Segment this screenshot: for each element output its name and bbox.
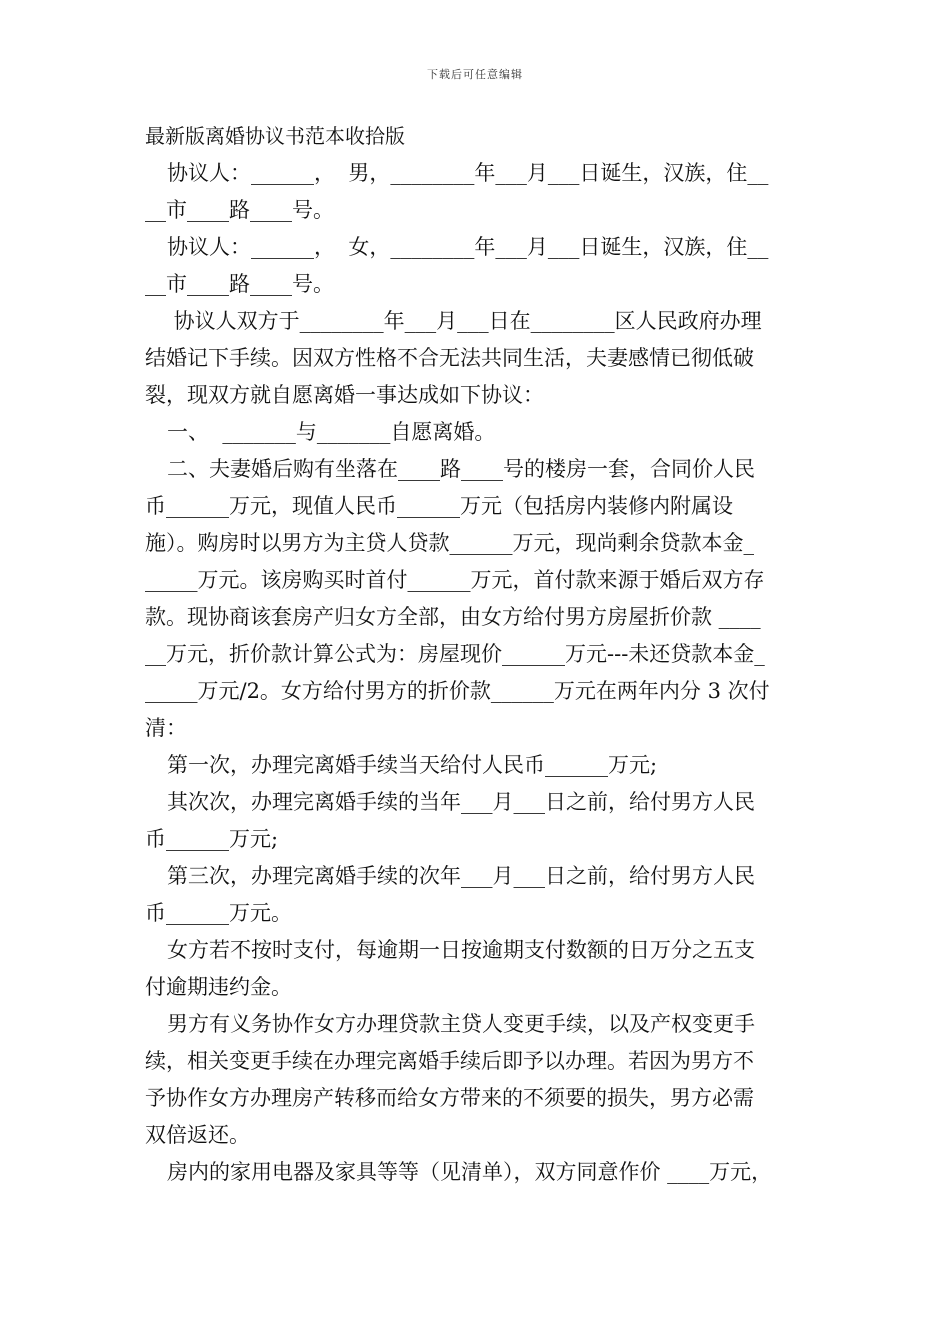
text-line: 币______万元。 bbox=[145, 901, 292, 925]
text-line: 裂，现双方就自愿离婚一事达成如下协议： bbox=[145, 383, 544, 407]
text-line: 协议人：______， 女，________年___月___日诞生，汉族，住__ bbox=[167, 235, 769, 259]
document-body bbox=[145, 118, 825, 1191]
text-line: 施）。购房时以男方为主贷人贷款______万元，现尚剩余贷款本金_ bbox=[145, 531, 754, 555]
document-title: 最新版离婚协议书范本收拾版 bbox=[145, 124, 405, 148]
text-line: 币______万元，现值人民币______万元（包括房内装修内附属设 bbox=[145, 494, 733, 518]
text-line: 第一次，办理完离婚手续当天给付人民币______万元; bbox=[167, 753, 658, 777]
document-text bbox=[145, 155, 825, 1191]
text-line: 协议人：______， 男，________年___月___日诞生，汉族，住__ bbox=[167, 161, 769, 185]
text-line: __市____路____号。 bbox=[145, 198, 334, 222]
text-line: 二、夫妻婚后购有坐落在____路____号的楼房一套，合同价人民 bbox=[167, 457, 755, 481]
text-line: 付逾期违约金。 bbox=[145, 975, 292, 999]
text-line: 房内的家用电器及家具等等（见清单），双方同意作价 ____万元， bbox=[167, 1160, 773, 1184]
text-line: _____万元。该房购买时首付______万元，首付款来源于婚后双方存 bbox=[145, 568, 765, 592]
text-line: 第三次，办理完离婚手续的次年___月___日之前，给付男方人民 bbox=[167, 864, 755, 888]
text-line: 一、 _______与_______自愿离婚。 bbox=[167, 420, 496, 444]
text-line: 结婚记下手续。因双方性格不合无法共同生活，夫妻感情已彻低破 bbox=[145, 346, 754, 370]
text-line: __万元，折价款计算公式为：房屋现价______万元---未还贷款本金_ bbox=[145, 642, 765, 666]
text-line: 币______万元; bbox=[145, 827, 279, 851]
text-line: 予协作女方办理房产转移而给女方带来的不须要的损失，男方必需 bbox=[145, 1086, 754, 1110]
page-header: 下载后可任意编辑 bbox=[427, 68, 523, 81]
text-line: _____万元/2。女方给付男方的折价款______万元在两年内分 3 次付 bbox=[145, 679, 770, 703]
text-line: 续，相关变更手续在办理完离婚手续后即予以办理。若因为男方不 bbox=[145, 1049, 754, 1073]
text-line: 清： bbox=[145, 716, 187, 740]
text-line: 男方有义务协作女方办理贷款主贷人变更手续，以及产权变更手 bbox=[167, 1012, 755, 1036]
text-line: 款。现协商该套房产归女方全部，由女方给付男方房屋折价款 ____ bbox=[145, 605, 761, 629]
text-line: __市____路____号。 bbox=[145, 272, 334, 296]
text-line: 双倍返还。 bbox=[145, 1123, 250, 1147]
text-line: 其次次，办理完离婚手续的当年___月___日之前，给付男方人民 bbox=[167, 790, 755, 814]
text-line: 协议人双方于________年___月___日在________区人民政府办理 bbox=[167, 309, 762, 333]
text-line: 女方若不按时支付，每逾期一日按逾期支付数额的日万分之五支 bbox=[167, 938, 755, 962]
